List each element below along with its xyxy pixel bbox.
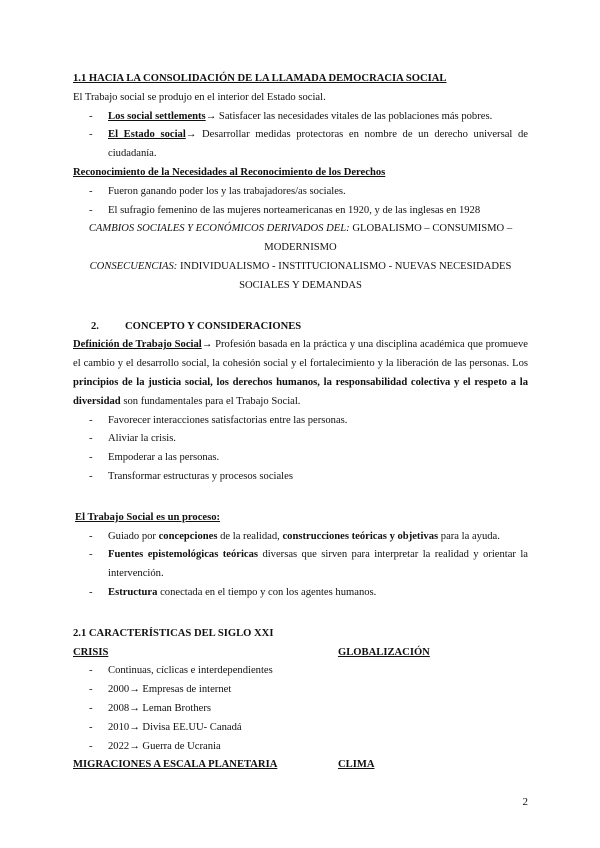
proceso-mid: conectada en el tiempo y con los agentes humanos. [157,586,377,598]
clima-label: CLIMA [338,759,375,771]
spacer [73,296,528,318]
section-1-1-sub-bullets [73,183,528,221]
consecuencias-text: INDIVIDUALISMO - INSTITUCIONALISMO - NUEVAS NECESIDADES SOCIALES Y DEMANDAS [179,260,512,291]
list-item [73,108,528,127]
list-item: - Favorecer interacciones satisfactorias entre las personas. [73,412,528,431]
list-item [73,126,528,164]
proceso-post: para la ayuda. [438,530,500,542]
section-2-number: 2. [91,320,99,332]
proceso-bold: Estructura [108,586,158,598]
spacer [73,487,528,509]
list-item: - Aliviar la crisis. [73,430,528,449]
section-1-1-title: 1.1 HACIA LA CONSOLIDACIÓN DE LA LLAMADA DEMOCRACIA SOCIAL [73,73,447,84]
migraciones-clima-row [73,756,528,775]
list-item: - Transformar estructuras y procesos sociales [73,468,528,487]
page-content [73,70,528,775]
section-1-1-bullets [73,108,528,164]
proceso-mid: diversas que sirven para interpretar la realidad y orientar la intervención. [108,549,528,580]
list-item: - 2008→ Leman Brothers [73,700,528,719]
proceso-bold: concepciones [158,530,218,542]
proceso-bold2: construcciones teóricas y objetivas [282,530,439,542]
list-item: - El sufragio femenino de las mujeres norteamericanas en 1920, y de las inglesas en 1928 [73,202,528,221]
proceso-pre: Guiado por [108,530,159,542]
list-item [73,584,528,603]
crisis-list [73,662,528,756]
definition-text-2: son fundamentales para el Trabajo Social. [120,395,301,407]
list-item: - 2010→ Divisa EE.UU- Canadá [73,719,528,738]
list-item [73,546,528,584]
definition-bold: principios de la justicia social, los derechos humanos, la responsabilidad colectiva y el respeto a la diversidad [73,376,528,407]
bullet-bold: El Estado social [108,129,186,141]
page-number: 2 [522,796,528,808]
definition-text-1: → Profesión basada en la práctica y una disciplina académica que promueve el cambio y el desarrollo social, la cohesión social y el fortalecimiento y la liberación de las personas. Los [73,339,528,370]
section-1-1-subheading: Reconocimiento de la Necesidades al Reconocimiento de los Derechos [73,166,386,178]
proceso-bold: Fuentes epistemológicas teóricas [108,549,259,561]
list-item: - Continuas, cíclicas e interdependientes [73,662,528,681]
proceso-title: El Trabajo Social es un proceso: [75,511,221,523]
section-2-bullets [73,412,528,487]
globalizacion-label: GLOBALIZACIÓN [338,646,430,658]
cambios-line [73,220,528,258]
bullet-bold: Los social settlements [108,110,206,122]
section-2-1-title: 2.1 CARACTERÍSTICAS DEL SIGLO XXI [73,627,274,639]
definition-label: Definición de Trabajo Social [73,339,202,351]
cambios-text: GLOBALISMO – CONSUMISMO –MODERNISMO [264,223,513,254]
section-2-title-text: CONCEPTO Y CONSIDERACIONES [125,320,302,332]
crisis-label: CRISIS [73,646,109,658]
section-1-1-intro: El Trabajo social se produjo en el interior del Estado social. [73,91,326,103]
section-2-title [73,318,528,337]
bullet-text: → Satisfacer las necesidades vitales de las poblaciones más pobres. [205,110,493,122]
list-item: - 2022→ Guerra de Ucrania [73,738,528,757]
consecuencias-line [73,258,528,296]
cambios-label: CAMBIOS SOCIALES Y ECONÓMICOS DERIVADOS DEL: [88,223,350,235]
proceso-mid: de la realidad, [217,530,283,542]
crisis-globalizacion-row [73,644,528,663]
list-item: - Fueron ganando poder los y las trabajadores/as sociales. [73,183,528,202]
proceso-list [73,528,528,603]
bullet-text: → Desarrollar medidas protectoras en nombre de un derecho universal de ciudadanía. [108,129,528,160]
list-item: - 2000→ Empresas de internet [73,681,528,700]
list-item: - Empoderar a las personas. [73,449,528,468]
list-item [73,528,528,547]
consecuencias-label: CONSECUENCIAS: [89,260,178,272]
migraciones-label: MIGRACIONES A ESCALA PLANETARIA [73,759,278,771]
definition-paragraph [73,336,528,411]
spacer [73,603,528,625]
